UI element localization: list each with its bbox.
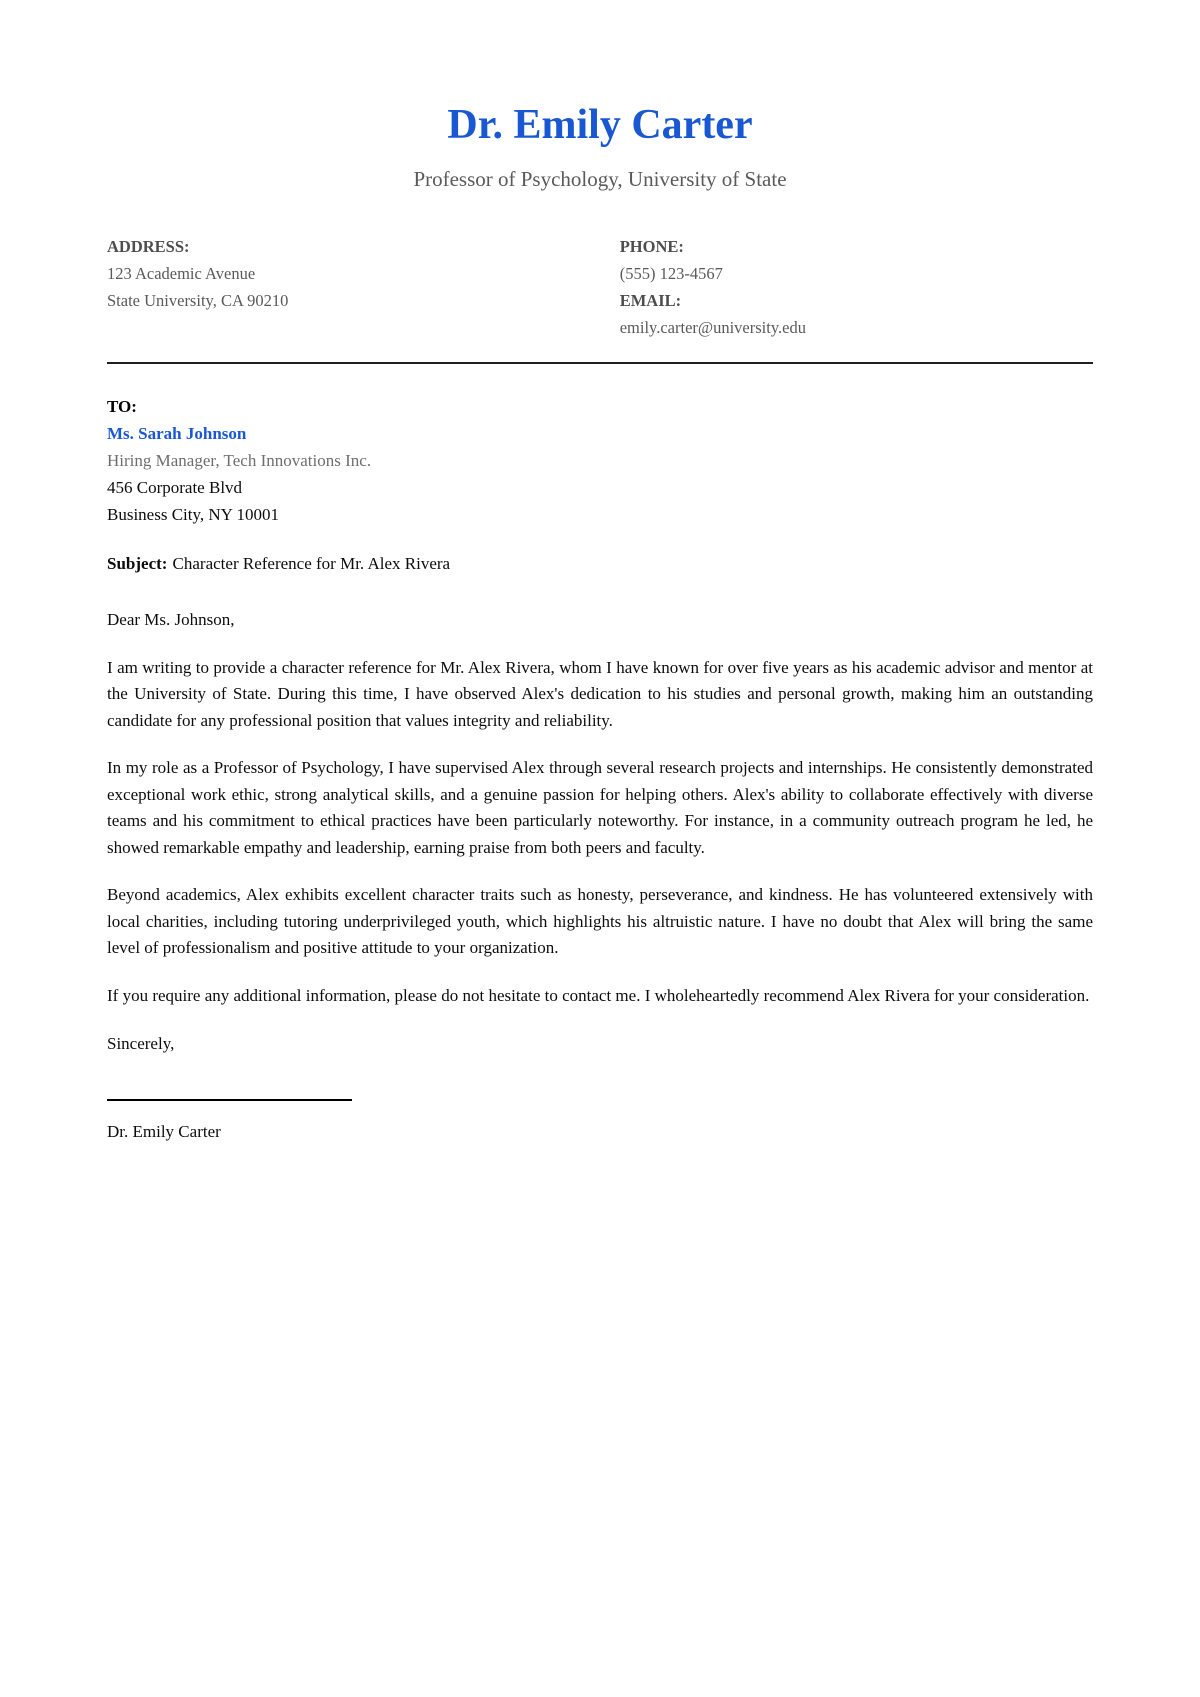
email-value: emily.carter@university.edu (619, 318, 806, 338)
address-label: ADDRESS: (107, 237, 190, 257)
contact-phone-email-column (620, 233, 1093, 341)
body-paragraph-3: Beyond academics, Alex exhibits excellent character traits such as honesty, perseverance, and kindness. He has volunteered extensively with local charities, including tutoring underprivileged youth, which highlights his altruistic nature. I have no doubt that Alex will bring the same level of professionalism and positive attitude to your organization. (107, 885, 1093, 958)
sender-role-subtitle: Professor of Psychology, University of State (413, 167, 787, 192)
sender-name-title: Dr. Emily Carter (447, 102, 753, 148)
to-label: TO: (107, 397, 137, 417)
body-paragraph-1: I am writing to provide a character reference for Mr. Alex Rivera, whom I have known for over five years as his academic advisor and mentor at the University of State. During this time, I have observed Alex's dedication to his studies and personal growth, making him an outstanding candidate for any professional position that values integrity and reliability. (107, 657, 1093, 730)
recipient-address-line-1: 456 Corporate Blvd (107, 478, 243, 498)
email-label: EMAIL: (619, 291, 682, 311)
body-paragraph-4: If you require any additional information, please do not hesitate to contact me. I wholeheartedly recommend Alex Rivera for your consideration. (107, 985, 1090, 1005)
phone-label: PHONE: (619, 237, 684, 257)
recipient-block (107, 393, 1093, 528)
letterhead-divider (107, 362, 1093, 364)
letter-body (107, 607, 1093, 1145)
contact-address-column (107, 233, 620, 341)
closing: Sincerely, (107, 1034, 175, 1054)
recipient-name: Ms. Sarah Johnson (107, 424, 247, 444)
letterhead (107, 100, 1093, 364)
subject-line (107, 550, 1093, 577)
address-line-2: State University, CA 90210 (107, 291, 289, 311)
recipient-role: Hiring Manager, Tech Innovations Inc. (107, 451, 372, 471)
phone-value: (555) 123-4567 (619, 264, 723, 284)
subject-text: Character Reference for Mr. Alex Rivera (172, 554, 451, 574)
recipient-address-line-2: Business City, NY 10001 (107, 505, 280, 525)
body-paragraph-2: In my role as a Professor of Psychology, I have supervised Alex through several research projects and internships. He consistently demonstrated exceptional work ethic, strong analytical skills, and a genuine passion for helping others. Alex's ability to collaborate effectively with diverse teams and his commitment to ethical practices have been particularly noteworthy. For instance, in a community outreach program he led, he showed remarkable empathy and leadership, earning praise from both peers and faculty. (107, 758, 1093, 857)
contact-info-section (107, 233, 1093, 341)
signature-line (107, 1099, 352, 1101)
greeting: Dear Ms. Johnson, (107, 610, 235, 630)
signature-name: Dr. Emily Carter (107, 1122, 221, 1142)
address-line-1: 123 Academic Avenue (107, 264, 256, 284)
subject-label: Subject: (107, 554, 168, 574)
